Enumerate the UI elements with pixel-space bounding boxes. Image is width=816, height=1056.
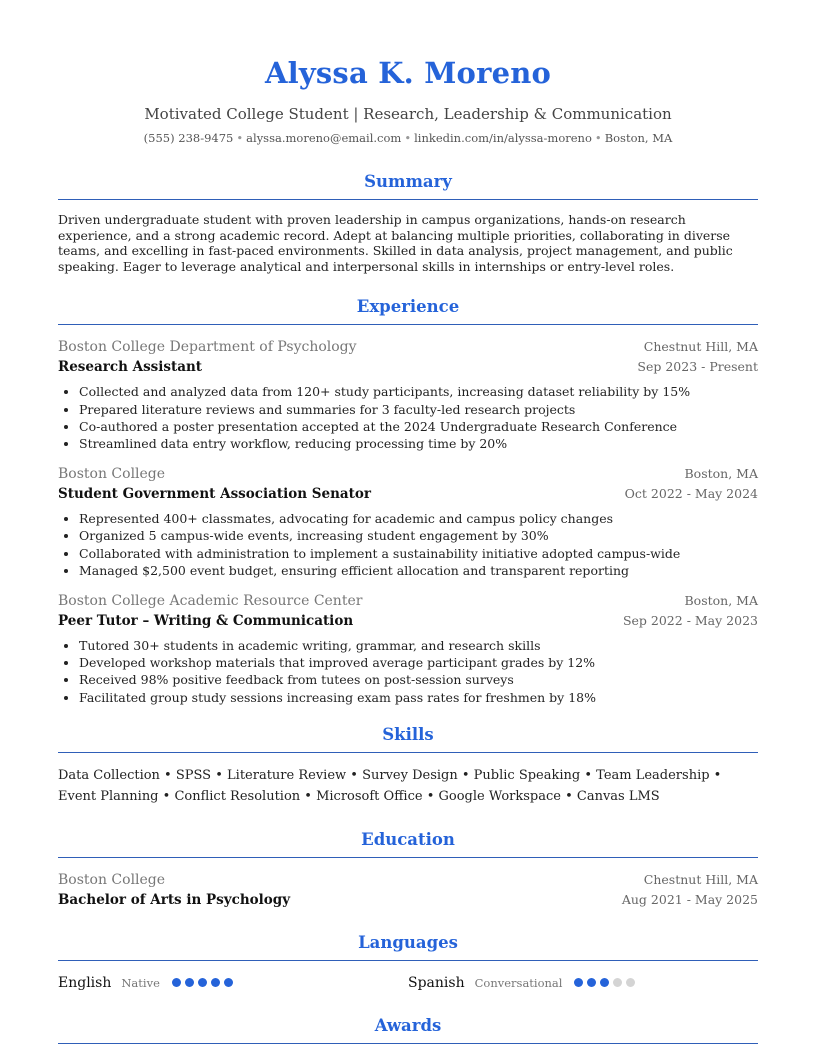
- bullet-list: [58, 383, 758, 452]
- email-link[interactable]: alyssa.moreno@email.com: [246, 131, 402, 145]
- rating-dot-filled: [224, 978, 233, 987]
- rating-dot-filled: [211, 978, 220, 987]
- bullet-item: • Streamlined data entry workflow, reducing processing time by 20%: [79, 435, 758, 452]
- proficiency-label: Native: [121, 975, 160, 990]
- bullet-item: • Prepared literature reviews and summaries for 3 faculty-led research projects: [79, 401, 758, 418]
- bullet-item: • Managed $2,500 event budget, ensuring efficient allocation and transparent reporting: [79, 562, 758, 579]
- bullet-item: • Tutored 30+ students in academic writing, grammar, and research skills: [79, 637, 758, 654]
- bullet-list: [58, 637, 758, 706]
- proficiency-label: Conversational: [474, 975, 563, 990]
- language-list: [58, 975, 758, 991]
- section-title-languages: Languages: [58, 932, 758, 961]
- bullet-item: • Organized 5 campus-wide events, increasing student engagement by 30%: [79, 527, 758, 544]
- education-section: [58, 829, 758, 910]
- education-entry: [58, 870, 758, 910]
- section-title-summary: Summary: [58, 171, 758, 200]
- contact-line: [0, 130, 816, 146]
- skills-section: [58, 724, 758, 807]
- location: Chestnut Hill, MA: [643, 871, 758, 887]
- bullet-item: • Collected and analyzed data from 120+ study participants, increasing dataset reliability by 15%: [79, 383, 758, 400]
- language-item: [58, 975, 408, 991]
- organization: Boston College Academic Resource Center: [58, 593, 363, 609]
- experience-entry: [58, 464, 758, 579]
- degree: Bachelor of Arts in Psychology: [58, 891, 291, 908]
- rating-dot-filled: [587, 978, 596, 987]
- summary-text: Driven undergraduate student with proven leadership in campus organizations, hands-on research experience, and a strong academic record. Adept at balancing multiple priorities, collaborating in diverse teams, and excelling in fast-paced environments. Skilled in data analysis, project management, and public speaking. Eager to leverage analytical and interpersonal skills in internships or entry-level roles.: [58, 212, 733, 274]
- experience-entry: [58, 337, 758, 452]
- organization: Boston College Department of Psychology: [58, 339, 357, 356]
- section-title-awards: Awards: [58, 1015, 758, 1044]
- experience-entry: [58, 591, 758, 706]
- location: Boston, MA: [604, 131, 673, 145]
- bullet-item: • Developed workshop materials that improved average participant grades by 12%: [79, 654, 758, 671]
- language-item: [408, 975, 758, 991]
- organization: Boston College: [58, 466, 166, 483]
- rating-dot-filled: [198, 978, 207, 987]
- language-name: Spanish: [408, 974, 465, 991]
- job-title: Student Government Association Senator: [58, 486, 372, 503]
- job-title: Research Assistant: [58, 359, 203, 376]
- candidate-name: Alyssa K. Moreno: [264, 56, 552, 90]
- date-range: Aug 2021 - May 2025: [621, 891, 758, 907]
- summary-section: [58, 171, 758, 274]
- separator: •: [594, 131, 602, 145]
- date-range: Sep 2022 - May 2023: [622, 613, 758, 628]
- section-title-skills: Skills: [58, 724, 758, 753]
- bullet-list: [58, 510, 758, 579]
- location: Chestnut Hill, MA: [643, 339, 758, 355]
- bullet-item: • Represented 400+ classmates, advocating for academic and campus policy changes: [79, 510, 758, 527]
- separator: •: [236, 131, 244, 145]
- rating-dot-empty: [626, 978, 635, 987]
- date-range: Sep 2023 - Present: [637, 359, 758, 375]
- rating-dot-filled: [185, 978, 194, 987]
- rating-dot-filled: [172, 978, 181, 987]
- job-title: Peer Tutor – Writing & Communication: [58, 613, 354, 629]
- date-range: Oct 2022 - May 2024: [624, 486, 758, 502]
- bullet-item: • Co-authored a poster presentation accepted at the 2024 Undergraduate Research Conference: [79, 418, 758, 435]
- location: Boston, MA: [684, 593, 758, 608]
- rating-dot-filled: [600, 978, 609, 987]
- rating-dot-empty: [613, 978, 622, 987]
- rating-dot-filled: [574, 978, 583, 987]
- separator: •: [404, 131, 412, 145]
- headline: Motivated College Student | Research, Leadership & Communication: [144, 105, 672, 123]
- language-name: English: [58, 974, 112, 991]
- proficiency-rating: [574, 978, 635, 987]
- proficiency-rating: [172, 978, 233, 987]
- location: Boston, MA: [684, 466, 758, 482]
- bullet-item: • Facilitated group study sessions increasing exam pass rates for freshmen by 18%: [79, 689, 758, 706]
- experience-section: [58, 296, 758, 705]
- school: Boston College: [58, 871, 166, 888]
- resume-header: [0, 0, 816, 146]
- bullet-item: • Collaborated with administration to implement a sustainability initiative adopted campus-wide: [79, 545, 758, 562]
- awards-section: [58, 1015, 758, 1044]
- section-title-experience: Experience: [58, 296, 758, 325]
- phone: (555) 238-9475: [143, 131, 234, 145]
- linkedin-link[interactable]: linkedin.com/in/alyssa-moreno: [414, 131, 592, 145]
- section-title-education: Education: [58, 829, 758, 858]
- bullet-item: • Received 98% positive feedback from tutees on post-session surveys: [79, 671, 758, 688]
- skills-list: Data Collection • SPSS • Literature Review • Survey Design • Public Speaking • Team Leadership • Event Planning • Conflict Resolution • Microsoft Office • Google Workspace • Canvas LMS: [58, 767, 722, 804]
- languages-section: [58, 932, 758, 991]
